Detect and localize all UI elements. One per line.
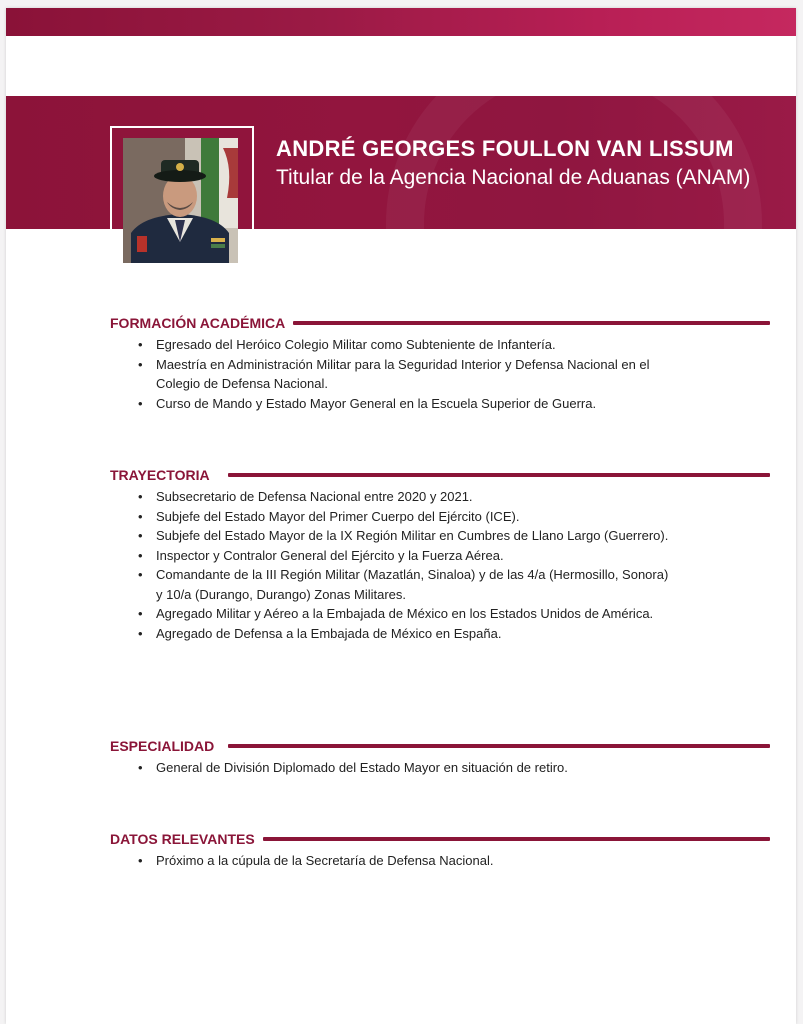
bullet-icon: • xyxy=(138,547,143,563)
list-item xyxy=(110,624,676,644)
list-item xyxy=(110,565,676,604)
list-item-text: Próximo a la cúpula de la Secretaría de Defensa Nacional. xyxy=(156,853,494,868)
list-item-text: Inspector y Contralor General del Ejército y la Fuerza Aérea. xyxy=(156,547,504,563)
person-name: ANDRÉ GEORGES FOULLON VAN LISSUM xyxy=(276,136,734,161)
list-item xyxy=(110,546,676,566)
section-rule xyxy=(228,744,770,748)
section-rule xyxy=(263,837,770,841)
bullet-icon: • xyxy=(138,853,143,868)
section-formacion xyxy=(110,313,770,413)
section-title: DATOS RELEVANTES xyxy=(110,831,255,847)
decorative-swirl xyxy=(386,96,762,229)
top-color-band xyxy=(6,8,796,36)
bullet-icon: • xyxy=(138,356,143,372)
list-item xyxy=(110,394,676,414)
list-item xyxy=(110,335,676,355)
section-especialidad xyxy=(110,736,770,778)
section-header xyxy=(110,736,770,756)
portrait-illustration xyxy=(123,138,238,263)
list-item-text: Subjefe del Estado Mayor del Primer Cuerpo del Ejército (ICE). xyxy=(156,508,520,524)
bullet-list xyxy=(110,851,770,871)
bullet-list xyxy=(110,758,770,778)
bullet-icon: • xyxy=(138,528,143,543)
list-item-text: Subsecretario de Defensa Nacional entre 2020 y 2021. xyxy=(156,489,473,504)
bullet-icon: • xyxy=(138,760,143,775)
bullet-icon: • xyxy=(138,337,143,352)
list-item-text: Curso de Mando y Estado Mayor General en la Escuela Superior de Guerra. xyxy=(156,395,597,411)
bullet-list xyxy=(110,335,770,413)
section-header xyxy=(110,829,770,849)
section-trayectoria xyxy=(110,465,770,643)
bullet-list xyxy=(110,487,770,643)
section-rule xyxy=(293,321,770,325)
section-rule xyxy=(228,473,770,477)
bullet-icon: • xyxy=(138,625,143,641)
bullet-icon: • xyxy=(138,489,143,504)
portrait-photo xyxy=(123,138,238,263)
list-item xyxy=(110,507,676,527)
bullet-icon: • xyxy=(138,395,143,411)
list-item-text: Agregado de Defensa a la Embajada de México en España. xyxy=(156,625,502,641)
section-header xyxy=(110,313,770,333)
list-item-text: Egresado del Heróico Colegio Militar como Subteniente de Infantería. xyxy=(156,337,556,352)
section-title: TRAYECTORIA xyxy=(110,467,210,483)
list-item-text: Comandante de la III Región Militar (Mazatlán, Sinaloa) y de las 4/a (Hermosillo, Sonora) y 10/a (Durango, Durango) Zonas Militares. xyxy=(156,567,669,602)
section-title: FORMACIÓN ACADÉMICA xyxy=(110,315,286,331)
list-item xyxy=(110,604,676,624)
bullet-icon: • xyxy=(138,508,143,524)
list-item xyxy=(110,851,676,871)
list-item xyxy=(110,355,676,394)
bullet-icon: • xyxy=(138,567,143,582)
list-item xyxy=(110,487,676,507)
person-role: Titular de la Agencia Nacional de Aduanas (ANAM) xyxy=(276,166,751,189)
list-item xyxy=(110,526,676,546)
section-title: ESPECIALIDAD xyxy=(110,738,215,754)
list-item-text: General de División Diplomado del Estado Mayor en situación de retiro. xyxy=(156,760,568,775)
list-item xyxy=(110,758,676,778)
section-datos-relevantes xyxy=(110,829,770,871)
bullet-icon: • xyxy=(138,606,143,621)
list-item-text: Agregado Militar y Aéreo a la Embajada de México en los Estados Unidos de América. xyxy=(156,606,654,621)
section-header xyxy=(110,465,770,485)
list-item-text: Maestría en Administración Militar para la Seguridad Interior y Defensa Nacional en el Colegio de Defensa Nacional. xyxy=(156,356,650,391)
list-item-text: Subjefe del Estado Mayor de la IX Región Militar en Cumbres de Llano Largo (Guerrero). xyxy=(156,528,669,543)
